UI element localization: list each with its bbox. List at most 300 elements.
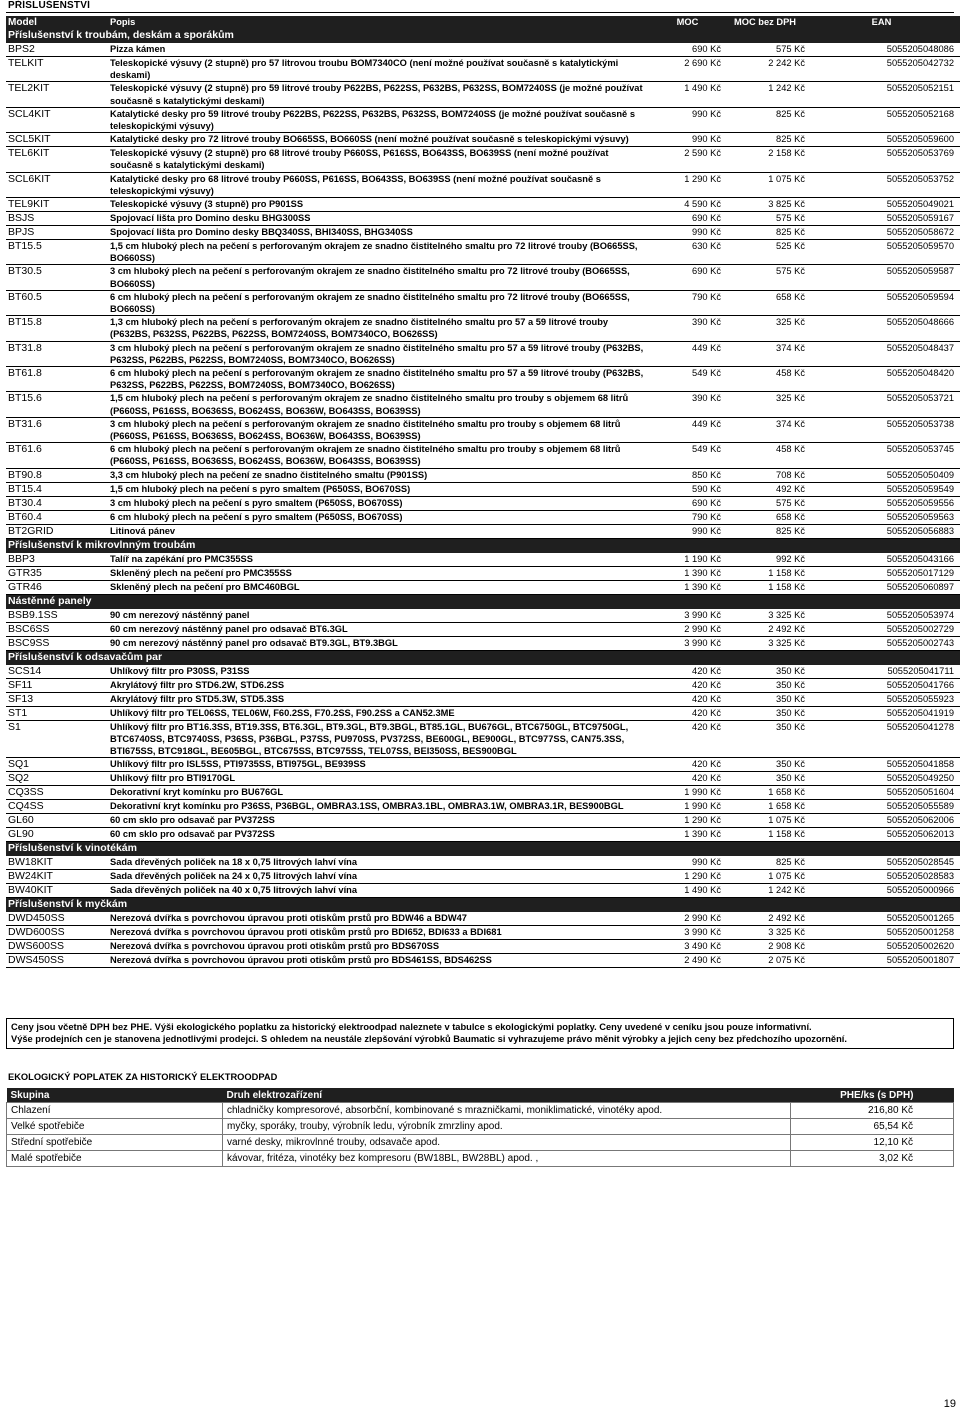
cell-description: Spojovací lišta pro Domino desku BHG300SS: [108, 212, 652, 226]
cell-moc: 1 390 Kč: [652, 566, 723, 580]
table-row: [6, 772, 960, 786]
cell-moc-bez-dph: 2 492 Kč: [723, 912, 807, 926]
cell-moc: 1 490 Kč: [652, 884, 723, 898]
cell-ean: 5055205001265: [807, 912, 960, 926]
cell-ean: 5055205053721: [807, 392, 960, 417]
cell-moc: 1 990 Kč: [652, 800, 723, 814]
cell-ean: 5055205060897: [807, 580, 960, 594]
cell-model: DWS450SS: [6, 954, 108, 968]
cell-moc: 690 Kč: [652, 212, 723, 226]
table-row: [6, 884, 960, 898]
cell-model: BSC9SS: [6, 636, 108, 650]
table-row: [6, 290, 960, 315]
cell-model: BT31.8: [6, 341, 108, 366]
price-notes: [6, 1018, 954, 1049]
cell-description: Skleněný plech na pečení pro BMC460BGL: [108, 580, 652, 594]
cell-description: 60 cm nerezový nástěnný panel pro odsavač BT6.3GL: [108, 622, 652, 636]
cell-model: BSB9.1SS: [6, 608, 108, 622]
cell-moc-bez-dph: 708 Kč: [723, 468, 807, 482]
page-number: 19: [943, 1398, 956, 1410]
cell-moc: 2 590 Kč: [652, 147, 723, 172]
eco-cell-group: Malé spotřebiče: [7, 1151, 223, 1167]
eco-col-type: Druh elektrozařízení: [223, 1088, 791, 1103]
cell-moc: 549 Kč: [652, 443, 723, 468]
cell-model: BT61.8: [6, 367, 108, 392]
cell-moc-bez-dph: 1 075 Kč: [723, 172, 807, 197]
cell-model: BT30.4: [6, 496, 108, 510]
table-row: [6, 316, 960, 341]
table-row: [6, 341, 960, 366]
cell-description: Dekorativní kryt komínku pro BU676GL: [108, 786, 652, 800]
table-row: [6, 43, 960, 57]
cell-model: GL90: [6, 828, 108, 842]
table-row: [6, 392, 960, 417]
cell-ean: 5055205048666: [807, 316, 960, 341]
cell-moc: 420 Kč: [652, 772, 723, 786]
cell-ean: 5055205055923: [807, 692, 960, 706]
section-title: Nástěnné panely: [6, 594, 960, 608]
cell-description: 60 cm sklo pro odsavač par PV372SS: [108, 828, 652, 842]
cell-description: Katalytické desky pro 59 litrové trouby P622BS, P622SS, P632BS, P632SS, BOM7240SS (je možné používat současně s teleskopickými výsuvy): [108, 107, 652, 132]
section-header-row: [6, 29, 960, 43]
cell-ean: 5055205053752: [807, 172, 960, 197]
cell-ean: 5055205041766: [807, 678, 960, 692]
price-table-header: [6, 16, 960, 29]
cell-model: BSJS: [6, 212, 108, 226]
cell-model: SCS14: [6, 664, 108, 678]
cell-description: 3 cm hluboký plech na pečení s perforovaným okrajem ze snadno čistitelného smaltu pro 57 a 59 litrové trouby (P632BS, P632SS, P622BS, P622SS, BOM7240SS, BOM7340CO, BO626SS): [108, 341, 652, 366]
table-row: [6, 940, 960, 954]
cell-moc: 3 990 Kč: [652, 636, 723, 650]
cell-moc-bez-dph: 3 825 Kč: [723, 198, 807, 212]
cell-description: 6 cm hluboký plech na pečení s perforovaným okrajem ze snadno čistitelného smaltu pro trouby s objemem 68 litrů (P660SS, P616SS, BO636SS, BO624SS, BO636W, BO643SS, BO639SS): [108, 443, 652, 468]
cell-moc: 990 Kč: [652, 226, 723, 240]
eco-col-group: Skupina: [7, 1088, 223, 1103]
cell-ean: 5055205000966: [807, 884, 960, 898]
cell-description: Akrylátový filtr pro STD5.3W, STD5.3SS: [108, 692, 652, 706]
cell-moc-bez-dph: 350 Kč: [723, 720, 807, 758]
cell-ean: 5055205062006: [807, 814, 960, 828]
cell-moc-bez-dph: 1 658 Kč: [723, 800, 807, 814]
cell-description: Sada dřevěných poliček na 40 x 0,75 litrových lahví vína: [108, 884, 652, 898]
cell-description: 6 cm hluboký plech na pečení s perforovaným okrajem ze snadno čistitelného smaltu pro 57 a 59 litrové trouby (P632BS, P632SS, P622BS, P622SS, BOM7240SS, BOM7340CO, BO626SS): [108, 367, 652, 392]
table-row: [6, 566, 960, 580]
cell-model: BBP3: [6, 552, 108, 566]
col-desc-header: Popis: [108, 16, 652, 29]
eco-cell-fee: 65,54 Kč: [791, 1119, 954, 1135]
section-title: Příslušenství k myčkám: [6, 898, 960, 912]
cell-moc: 1 190 Kč: [652, 552, 723, 566]
cell-model: S1: [6, 720, 108, 758]
cell-ean: 5055205053738: [807, 417, 960, 442]
cell-moc-bez-dph: 325 Kč: [723, 316, 807, 341]
cell-description: Katalytické desky pro 68 litrové trouby P660SS, P616SS, BO643SS, BO639SS (není možné používat současně s teleskopickými výsuvy): [108, 172, 652, 197]
table-row: [6, 706, 960, 720]
cell-moc: 2 990 Kč: [652, 912, 723, 926]
cell-description: Teleskopické výsuvy (2 stupně) pro 68 litrové trouby P660SS, P616SS, BO643SS, BO639SS (není možné používat současně s katalytickými deskami): [108, 147, 652, 172]
cell-model: ST1: [6, 706, 108, 720]
cell-moc: 690 Kč: [652, 265, 723, 290]
cell-description: 1,5 cm hluboký plech na pečení s pyro smaltem (P650SS, BO670SS): [108, 482, 652, 496]
cell-moc: 990 Kč: [652, 133, 723, 147]
cell-model: BT60.4: [6, 510, 108, 524]
cell-ean: 5055205001807: [807, 954, 960, 968]
cell-moc-bez-dph: 575 Kč: [723, 496, 807, 510]
cell-moc: 449 Kč: [652, 341, 723, 366]
cell-description: 3 cm hluboký plech na pečení s perforovaným okrajem ze snadno čistitelného smaltu pro trouby s objemem 68 litrů (P660SS, P616SS, BO636SS, BO624SS, BO636W, BO643SS, BO639SS): [108, 417, 652, 442]
cell-model: BSC6SS: [6, 622, 108, 636]
table-row: [6, 814, 960, 828]
table-row: [6, 524, 960, 538]
cell-moc: 3 990 Kč: [652, 926, 723, 940]
cell-moc-bez-dph: 825 Kč: [723, 133, 807, 147]
cell-moc-bez-dph: 575 Kč: [723, 212, 807, 226]
table-row: [6, 226, 960, 240]
cell-moc: 3 490 Kč: [652, 940, 723, 954]
cell-moc: 2 490 Kč: [652, 954, 723, 968]
cell-model: SCL6KIT: [6, 172, 108, 197]
cell-ean: 5055205059556: [807, 496, 960, 510]
cell-moc-bez-dph: 374 Kč: [723, 417, 807, 442]
cell-description: Uhlíkový filtr pro BT16.3SS, BT19.3SS, BT6.3GL, BT9.3GL, BT9.3BGL, BT85.1GL, BU676GL, BTC6750GL, BTC9750GL, BTC6740SS, BTC9740SS, P36SS, P36BGL, P37SS, PU970SS, PV372SS, BE600GL, BE900GL, BTC977SS, CAN75.3SS, BTI675SS, BTC918GL, BE605BGL, BTC675SS, BTC975SS, TEL07SS, BEI350SS, BES900BGL: [108, 720, 652, 758]
cell-ean: 5055205059587: [807, 265, 960, 290]
eco-table-row: [7, 1135, 954, 1151]
cell-moc-bez-dph: 458 Kč: [723, 367, 807, 392]
cell-ean: 5055205002620: [807, 940, 960, 954]
cell-model: SF13: [6, 692, 108, 706]
cell-moc: 1 390 Kč: [652, 828, 723, 842]
cell-model: TEL2KIT: [6, 82, 108, 107]
cell-moc: 1 290 Kč: [652, 870, 723, 884]
table-row: [6, 664, 960, 678]
cell-model: BT60.5: [6, 290, 108, 315]
eco-cell-fee: 12,10 Kč: [791, 1135, 954, 1151]
cell-ean: 5055205001258: [807, 926, 960, 940]
cell-moc-bez-dph: 2 908 Kč: [723, 940, 807, 954]
col-ean-header: EAN: [807, 16, 960, 29]
table-row: [6, 82, 960, 107]
cell-moc-bez-dph: 350 Kč: [723, 664, 807, 678]
price-table: [6, 16, 960, 968]
cell-moc-bez-dph: 2 075 Kč: [723, 954, 807, 968]
cell-moc: 990 Kč: [652, 856, 723, 870]
cell-model: CQ3SS: [6, 786, 108, 800]
cell-moc: 990 Kč: [652, 524, 723, 538]
price-table-body: [6, 29, 960, 968]
section-title: Příslušenství k vinotékám: [6, 842, 960, 856]
cell-moc-bez-dph: 458 Kč: [723, 443, 807, 468]
cell-moc: 420 Kč: [652, 720, 723, 758]
cell-moc-bez-dph: 1 242 Kč: [723, 884, 807, 898]
cell-moc: 990 Kč: [652, 107, 723, 132]
cell-ean: 5055205041711: [807, 664, 960, 678]
table-row: [6, 496, 960, 510]
cell-model: CQ4SS: [6, 800, 108, 814]
cell-model: BT15.6: [6, 392, 108, 417]
cell-ean: 5055205059549: [807, 482, 960, 496]
cell-moc: 850 Kč: [652, 468, 723, 482]
cell-moc-bez-dph: 350 Kč: [723, 772, 807, 786]
table-row: [6, 107, 960, 132]
cell-description: Pizza kámen: [108, 43, 652, 57]
eco-cell-type: varné desky, mikrovlnné trouby, odsavače apod.: [223, 1135, 791, 1151]
cell-moc: 420 Kč: [652, 692, 723, 706]
cell-model: SF11: [6, 678, 108, 692]
col-moc-bez-dph-header: MOC bez DPH: [723, 16, 807, 29]
cell-description: Katalytické desky pro 72 litrové trouby BO665SS, BO660SS (není možné používat současně s teleskopickými výsuvy): [108, 133, 652, 147]
cell-ean: 5055205043166: [807, 552, 960, 566]
cell-model: GTR35: [6, 566, 108, 580]
cell-ean: 5055205051604: [807, 786, 960, 800]
table-row: [6, 758, 960, 772]
cell-description: Spojovací lišta pro Domino desky BBQ340SS, BHI340SS, BHG340SS: [108, 226, 652, 240]
cell-moc-bez-dph: 575 Kč: [723, 265, 807, 290]
cell-description: Teleskopické výsuvy (2 stupně) pro 57 litrovou troubu BOM7340CO (není možné používat současně s katalytickými deskami): [108, 57, 652, 82]
cell-model: BPJS: [6, 226, 108, 240]
cell-model: BT30.5: [6, 265, 108, 290]
cell-moc: 390 Kč: [652, 316, 723, 341]
cell-description: Dekorativní kryt komínku pro P36SS, P36BGL, OMBRA3.1SS, OMBRA3.1BL, OMBRA3.1W, OMBRA3.1R, BES900BGL: [108, 800, 652, 814]
note-line: Výše prodejních cen je stanovena jednotlivými prodejci. S ohledem na neustále zlepšování výrobků Baumatic si vyhrazujeme právo měnit výrobky a jejich ceny bez předchozího upozornění.: [11, 1034, 847, 1045]
cell-moc-bez-dph: 658 Kč: [723, 290, 807, 315]
cell-description: Teleskopické výsuvy (2 stupně) pro 59 litrové trouby P622BS, P622SS, P632BS, P632SS, BOM7240SS (je možné používat současně s katalytickými deskami): [108, 82, 652, 107]
section-header-row: [6, 650, 960, 664]
cell-description: Uhlíkový filtr pro ISL5SS, PTI9735SS, BTI975GL, BE939SS: [108, 758, 652, 772]
table-row: [6, 786, 960, 800]
cell-moc: 1 490 Kč: [652, 82, 723, 107]
cell-description: Uhlíkový filtr pro BTI9170GL: [108, 772, 652, 786]
cell-moc-bez-dph: 825 Kč: [723, 524, 807, 538]
col-moc-header: MOC: [652, 16, 723, 29]
cell-moc: 2 990 Kč: [652, 622, 723, 636]
cell-moc-bez-dph: 575 Kč: [723, 43, 807, 57]
title-divider: [6, 12, 954, 13]
cell-moc-bez-dph: 325 Kč: [723, 392, 807, 417]
eco-table-row: [7, 1103, 954, 1119]
cell-moc-bez-dph: 825 Kč: [723, 856, 807, 870]
cell-model: DWS600SS: [6, 940, 108, 954]
cell-moc: 1 990 Kč: [652, 786, 723, 800]
cell-moc-bez-dph: 374 Kč: [723, 341, 807, 366]
table-row: [6, 417, 960, 442]
cell-moc: 630 Kč: [652, 240, 723, 265]
eco-table-header: [7, 1088, 954, 1103]
cell-description: 1,3 cm hluboký plech na pečení s perforovaným okrajem ze snadno čistitelného smaltu pro 57 a 59 litrové trouby (P632BS, P632SS, P622BS, P622SS, BOM7240SS, BOM7340CO, BO626SS): [108, 316, 652, 341]
section-header-row: [6, 842, 960, 856]
cell-description: Uhlíkový filtr pro P30SS, P31SS: [108, 664, 652, 678]
note-line: Ceny jsou včetně DPH bez PHE. Výši ekologického poplatku za historický elektroodpad naleznete v tabulce s ekologickými poplatky. Ceny uvedené v ceníku jsou pouze informativní.: [11, 1022, 812, 1032]
cell-moc-bez-dph: 2 242 Kč: [723, 57, 807, 82]
cell-moc-bez-dph: 658 Kč: [723, 510, 807, 524]
cell-moc: 2 690 Kč: [652, 57, 723, 82]
cell-ean: 5055205041278: [807, 720, 960, 758]
table-row: [6, 636, 960, 650]
cell-moc: 690 Kč: [652, 43, 723, 57]
section-title: Příslušenství k troubám, deskám a sporákům: [6, 29, 960, 43]
eco-col-fee: PHE/ks (s DPH): [791, 1088, 954, 1103]
cell-ean: 5055205056883: [807, 524, 960, 538]
cell-moc-bez-dph: 2 492 Kč: [723, 622, 807, 636]
cell-ean: 5055205059600: [807, 133, 960, 147]
cell-ean: 5055205017129: [807, 566, 960, 580]
cell-model: BT90.8: [6, 468, 108, 482]
table-row: [6, 443, 960, 468]
cell-description: Sada dřevěných poliček na 24 x 0,75 litrových lahví vína: [108, 870, 652, 884]
cell-model: BT15.4: [6, 482, 108, 496]
cell-ean: 5055205059570: [807, 240, 960, 265]
cell-moc-bez-dph: 1 075 Kč: [723, 870, 807, 884]
cell-model: BW24KIT: [6, 870, 108, 884]
cell-model: DWD600SS: [6, 926, 108, 940]
cell-description: 1,5 cm hluboký plech na pečení s perforovaným okrajem ze snadno čistitelného smaltu pro 72 litrové trouby (BO665SS, BO660SS): [108, 240, 652, 265]
cell-description: 3 cm hluboký plech na pečení s perforovaným okrajem ze snadno čistitelného smaltu pro 72 litrové trouby (BO665SS, BO660SS): [108, 265, 652, 290]
cell-moc-bez-dph: 825 Kč: [723, 107, 807, 132]
table-row: [6, 926, 960, 940]
eco-cell-fee: 216,80 Kč: [791, 1103, 954, 1119]
cell-moc: 790 Kč: [652, 290, 723, 315]
cell-model: BT2GRID: [6, 524, 108, 538]
table-row: [6, 870, 960, 884]
table-row: [6, 912, 960, 926]
eco-cell-group: Chlazení: [7, 1103, 223, 1119]
cell-model: GTR46: [6, 580, 108, 594]
cell-description: 6 cm hluboký plech na pečení s perforovaným okrajem ze snadno čistitelného smaltu pro 72 litrové trouby (BO665SS, BO660SS): [108, 290, 652, 315]
cell-moc: 590 Kč: [652, 482, 723, 496]
cell-model: GL60: [6, 814, 108, 828]
table-row: [6, 800, 960, 814]
cell-model: BW18KIT: [6, 856, 108, 870]
cell-ean: 5055205049021: [807, 198, 960, 212]
section-title: Příslušenství k odsavačům par: [6, 650, 960, 664]
cell-moc-bez-dph: 1 075 Kč: [723, 814, 807, 828]
cell-ean: 5055205059594: [807, 290, 960, 315]
table-row: [6, 482, 960, 496]
cell-moc: 4 590 Kč: [652, 198, 723, 212]
cell-ean: 5055205055589: [807, 800, 960, 814]
cell-model: BT31.6: [6, 417, 108, 442]
cell-model: TEL9KIT: [6, 198, 108, 212]
cell-model: SCL5KIT: [6, 133, 108, 147]
cell-ean: 5055205058672: [807, 226, 960, 240]
table-row: [6, 198, 960, 212]
eco-table-row: [7, 1119, 954, 1135]
cell-moc-bez-dph: 3 325 Kč: [723, 926, 807, 940]
cell-description: Nerezová dvířka s povrchovou úpravou proti otiskům prstů pro BDS461SS, BDS462SS: [108, 954, 652, 968]
cell-ean: 5055205002729: [807, 622, 960, 636]
cell-moc: 390 Kč: [652, 392, 723, 417]
table-row: [6, 468, 960, 482]
cell-moc-bez-dph: 350 Kč: [723, 758, 807, 772]
table-row: [6, 57, 960, 82]
cell-ean: 5055205062013: [807, 828, 960, 842]
cell-moc: 3 990 Kč: [652, 608, 723, 622]
cell-moc-bez-dph: 3 325 Kč: [723, 608, 807, 622]
cell-ean: 5055205053974: [807, 608, 960, 622]
cell-model: BPS2: [6, 43, 108, 57]
cell-moc: 1 390 Kč: [652, 580, 723, 594]
cell-description: Skleněný plech na pečení pro PMC355SS: [108, 566, 652, 580]
eco-cell-type: myčky, sporáky, trouby, výrobník ledu, výrobník zmrzliny apod.: [223, 1119, 791, 1135]
table-row: [6, 552, 960, 566]
cell-ean: 5055205048437: [807, 341, 960, 366]
table-row: [6, 720, 960, 758]
cell-ean: 5055205041858: [807, 758, 960, 772]
cell-ean: 5055205028545: [807, 856, 960, 870]
col-model-header: Model: [6, 16, 108, 29]
cell-description: Nerezová dvířka s povrchovou úpravou proti otiskům prstů pro BDW46 a BDW47: [108, 912, 652, 926]
table-row: [6, 172, 960, 197]
section-header-row: [6, 898, 960, 912]
cell-ean: 5055205050409: [807, 468, 960, 482]
cell-ean: 5055205059563: [807, 510, 960, 524]
cell-moc-bez-dph: 1 658 Kč: [723, 786, 807, 800]
cell-ean: 5055205052168: [807, 107, 960, 132]
cell-moc: 690 Kč: [652, 496, 723, 510]
cell-model: DWD450SS: [6, 912, 108, 926]
table-row: [6, 133, 960, 147]
cell-model: SQ2: [6, 772, 108, 786]
cell-moc: 449 Kč: [652, 417, 723, 442]
table-row: [6, 622, 960, 636]
cell-moc-bez-dph: 1 158 Kč: [723, 580, 807, 594]
cell-moc: 1 290 Kč: [652, 172, 723, 197]
table-row: [6, 954, 960, 968]
cell-moc: 420 Kč: [652, 664, 723, 678]
cell-moc: 1 290 Kč: [652, 814, 723, 828]
table-row: [6, 212, 960, 226]
cell-ean: 5055205053745: [807, 443, 960, 468]
cell-description: Sada dřevěných poliček na 18 x 0,75 litrových lahví vína: [108, 856, 652, 870]
cell-moc-bez-dph: 1 242 Kč: [723, 82, 807, 107]
cell-ean: 5055205048086: [807, 43, 960, 57]
cell-ean: 5055205042732: [807, 57, 960, 82]
cell-moc: 790 Kč: [652, 510, 723, 524]
cell-ean: 5055205048420: [807, 367, 960, 392]
cell-moc: 420 Kč: [652, 758, 723, 772]
cell-model: TELKIT: [6, 57, 108, 82]
cell-description: 90 cm nerezový nástěnný panel: [108, 608, 652, 622]
cell-ean: 5055205028583: [807, 870, 960, 884]
cell-model: TEL6KIT: [6, 147, 108, 172]
section-header-row: [6, 594, 960, 608]
table-row: [6, 678, 960, 692]
cell-moc-bez-dph: 350 Kč: [723, 678, 807, 692]
cell-moc-bez-dph: 825 Kč: [723, 226, 807, 240]
cell-description: Litinová pánev: [108, 524, 652, 538]
cell-description: Talíř na zapékání pro PMC355SS: [108, 552, 652, 566]
cell-moc-bez-dph: 3 325 Kč: [723, 636, 807, 650]
cell-ean: 5055205041919: [807, 706, 960, 720]
eco-cell-group: Velké spotřebiče: [7, 1119, 223, 1135]
cell-model: BW40KIT: [6, 884, 108, 898]
cell-moc: 549 Kč: [652, 367, 723, 392]
cell-description: 6 cm hluboký plech na pečení s pyro smaltem (P650SS, BO670SS): [108, 510, 652, 524]
table-row: [6, 692, 960, 706]
cell-description: 90 cm nerezový nástěnný panel pro odsavač BT9.3GL, BT9.3BGL: [108, 636, 652, 650]
table-row: [6, 580, 960, 594]
table-row: [6, 608, 960, 622]
cell-ean: 5055205002743: [807, 636, 960, 650]
eco-fee-table: [6, 1088, 954, 1167]
section-title: Příslušenství k mikrovlnným troubám: [6, 538, 960, 552]
cell-description: 3 cm hluboký plech na pečení s pyro smaltem (P650SS, BO670SS): [108, 496, 652, 510]
page-title: PŘÍSLUŠENSTVÍ: [8, 0, 91, 11]
cell-description: Nerezová dvířka s povrchovou úpravou proti otiskům prstů pro BDS670SS: [108, 940, 652, 954]
cell-moc-bez-dph: 525 Kč: [723, 240, 807, 265]
eco-fee-title: EKOLOGICKÝ POPLATEK ZA HISTORICKÝ ELEKTROODPAD: [8, 1072, 278, 1082]
cell-ean: 5055205053769: [807, 147, 960, 172]
cell-ean: 5055205059167: [807, 212, 960, 226]
